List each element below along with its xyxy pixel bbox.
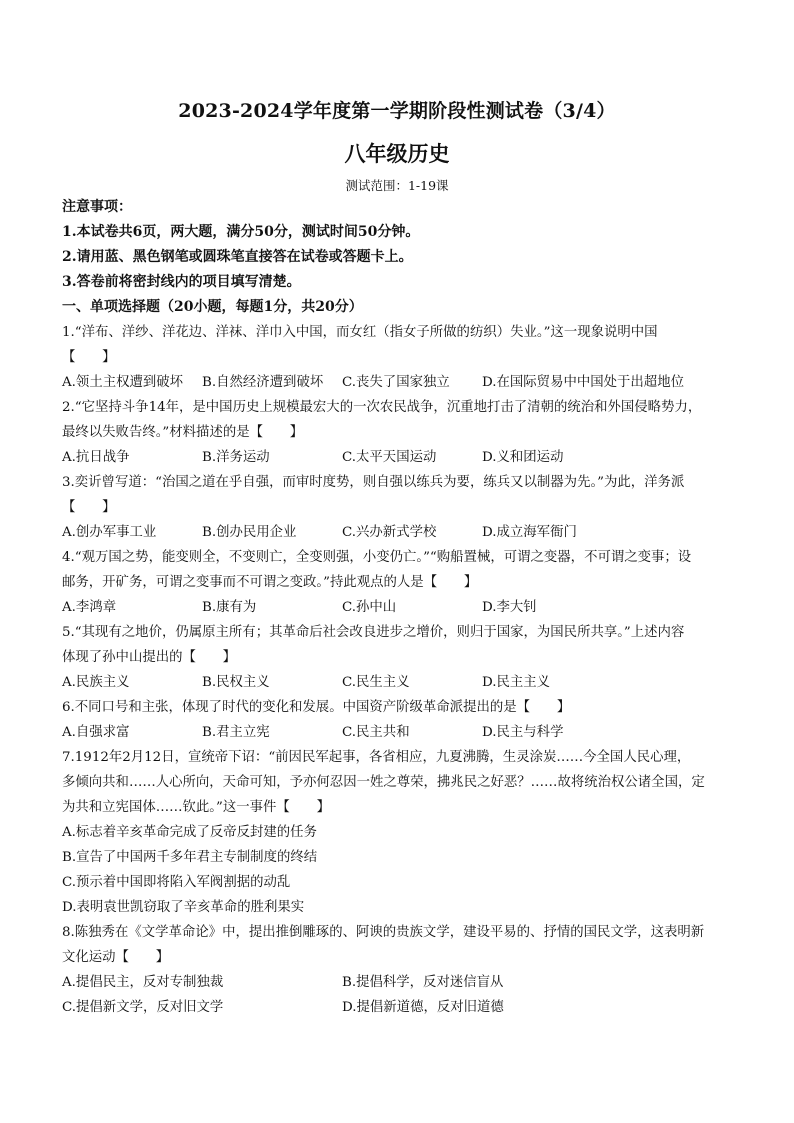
note-item: 3.答卷前将密封线内的项目填写清楚。 [62, 274, 301, 290]
option-a: A.李鸿章 [62, 600, 117, 615]
question-stem: 5.“其现有之地价，仍属原主所有；其革命后社会改良进步之增价，则归于国家，为国民所共享。”上述内容 [62, 625, 685, 640]
question-stem: 2.“它坚持斗争14年，是中国历史上规模最宏大的一次农民战争，沉重地打击了清朝的统治和外国侵略势力， [62, 400, 702, 415]
options [62, 670, 738, 695]
options [62, 595, 738, 620]
question-stem: 8.陈独秀在《文学革命论》中，提出推倒雕琢的、阿谀的贵族文学，建设平易的、抒情的国民文学，这表明新 [62, 925, 705, 940]
option-a: A.民族主义 [62, 675, 130, 690]
note-item: 1.本试卷共6页，两大题，满分50分，测试时间50分钟。 [62, 224, 420, 240]
answer-bracket: 【 】 [62, 500, 116, 515]
options [62, 970, 738, 1020]
option-b: B.康有为 [202, 600, 257, 615]
question-stem: 4.“观万国之势，能变则全，不变则亡，全变则强，小变仍亡。”“购船置械，可谓之变器，不可谓之变事；设 [62, 550, 692, 565]
test-scope: 测试范围：1-19课 [345, 178, 449, 193]
option-b: B.创办民用企业 [202, 525, 297, 540]
option-c: C.民主共和 [342, 725, 410, 740]
question-5 [62, 620, 738, 695]
answer-bracket: 【 】 [62, 350, 116, 365]
option-c: C.民生主义 [342, 675, 410, 690]
question-4 [62, 545, 738, 620]
option-c: C.提倡新文学，反对旧文学 [62, 1000, 224, 1015]
option-a: A.自强求富 [62, 725, 130, 740]
option-d: D.表明袁世凯窃取了辛亥革命的胜利果实 [62, 900, 305, 915]
question-stem: 6.不同口号和主张，体现了时代的变化和发展。中国资产阶级革命派提出的是【 】 [62, 700, 571, 715]
question-stem: 邮务，开矿务，可谓之变事而不可谓之变政。”持此观点的人是【 】 [62, 575, 478, 590]
option-c: C.丧失了国家独立 [342, 375, 450, 390]
question-3 [62, 470, 738, 545]
question-7 [62, 745, 738, 920]
option-d: D.义和团运动 [482, 450, 564, 465]
exam-title: 2023-2024学年度第一学期阶段性测试卷（3/4） [178, 100, 616, 122]
options [62, 370, 738, 395]
question-2 [62, 395, 738, 470]
question-stem: 为共和立宪国体……钦此。”这一事件【 】 [62, 800, 330, 815]
exam-subtitle: 八年级历史 [344, 141, 450, 166]
option-a: A.标志着辛亥革命完成了反帝反封建的任务 [62, 825, 317, 840]
option-d: D.民主与科学 [482, 725, 564, 740]
option-c: C.兴办新式学校 [342, 525, 437, 540]
option-b: B.宣告了中国两千多年君主专制制度的终结 [62, 850, 318, 865]
option-b: B.自然经济遭到破坏 [202, 375, 324, 390]
option-c: C.太平天国运动 [342, 450, 437, 465]
options [62, 720, 738, 745]
question-stem: 体现了孙中山提出的【 】 [62, 650, 237, 665]
option-d: D.民主主义 [482, 675, 551, 690]
options [62, 445, 738, 470]
question-stem: 文化运动【 】 [62, 950, 170, 965]
question-1 [62, 320, 738, 395]
option-b: B.洋务运动 [202, 450, 270, 465]
question-stem: 1.“洋布、洋纱、洋花边、洋袜、洋巾入中国，而女红（指女子所做的纺织）失业。”这一现象说明中国 [62, 325, 658, 340]
options [62, 820, 738, 920]
exam-content [62, 195, 738, 1020]
option-b: B.君主立宪 [202, 725, 270, 740]
option-d: D.在国际贸易中中国处于出超地位 [482, 375, 684, 390]
question-stem: 多倾向共和……人心所向，天命可知，予亦何忍因一姓之尊荣，拂兆民之好恶？……故将统治权公诸全国，定 [62, 775, 705, 790]
option-c: C.预示着中国即将陷入军阀割据的动乱 [62, 875, 291, 890]
option-a: A.抗日战争 [62, 450, 130, 465]
option-a: A.领土主权遭到破坏 [62, 375, 184, 390]
notes-heading: 注意事项： [62, 199, 132, 215]
options [62, 520, 738, 545]
question-stem: 3.奕䜣曾写道：“治国之道在乎自强，而审时度势，则自强以练兵为要，练兵又以制器为先。”为此，洋务派 [62, 475, 685, 490]
option-a: A.提倡民主，反对专制独裁 [62, 975, 224, 990]
option-d: D.李大钊 [482, 600, 537, 615]
option-b: B.提倡科学，反对迷信盲从 [342, 975, 504, 990]
note-item: 2.请用蓝、黑色钢笔或圆珠笔直接答在试卷或答题卡上。 [62, 249, 413, 265]
question-stem: 最终以失败告终。”材料描述的是【 】 [62, 425, 304, 440]
option-d: D.成立海军衙门 [482, 525, 577, 540]
question-8 [62, 920, 738, 1020]
question-6 [62, 695, 738, 745]
section-heading: 一、单项选择题（20小题，每题1分，共20分） [62, 299, 363, 315]
option-a: A.创办军事工业 [62, 525, 157, 540]
option-d: D.提倡新道德，反对旧道德 [342, 1000, 504, 1015]
option-c: C.孙中山 [342, 600, 397, 615]
question-stem: 7.1912年2月12日，宣统帝下诏：“前因民军起事，各省相应，九夏沸腾，生灵涂炭……今全国人民心理， [62, 750, 691, 765]
option-b: B.民权主义 [202, 675, 270, 690]
